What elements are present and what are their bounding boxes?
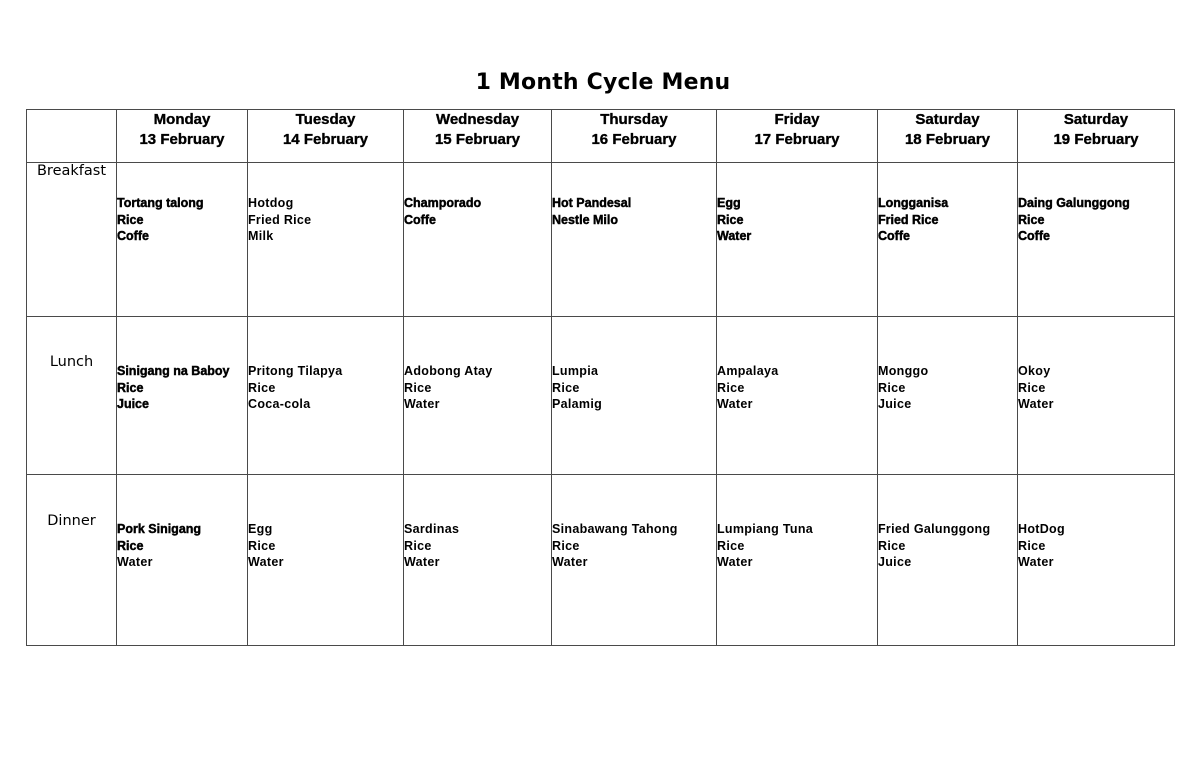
menu-item: Rice [117, 380, 144, 395]
menu-item: Water [1018, 397, 1054, 412]
menu-item: Pritong Tilapya [248, 364, 343, 378]
menu-item: Rice [248, 380, 276, 395]
column-header-tuesday [248, 110, 404, 163]
menu-cell [404, 163, 552, 317]
menu-cell [717, 317, 878, 475]
menu-table [26, 109, 1175, 646]
menu-item: Egg [248, 522, 273, 536]
column-header-saturday-18 [878, 110, 1018, 163]
menu-item: Water [717, 555, 753, 570]
menu-item: Adobong Atay [404, 364, 493, 378]
menu-cell [248, 163, 404, 317]
menu-cell [717, 475, 878, 646]
day-date: 16 February [591, 131, 677, 148]
menu-item: Egg [717, 196, 741, 210]
meal-label-dinner: Dinner [27, 475, 117, 646]
menu-item: Juice [117, 397, 149, 412]
menu-item: Water [552, 555, 588, 570]
menu-item: Water [717, 397, 753, 412]
menu-cell [404, 475, 552, 646]
menu-item: Juice [878, 397, 912, 412]
menu-item: Water [248, 555, 284, 570]
menu-item: Palamig [552, 397, 603, 412]
menu-item: Rice [1018, 380, 1046, 395]
menu-cell [1018, 163, 1175, 317]
menu-item: Juice [878, 555, 912, 570]
corner-cell [27, 110, 117, 163]
menu-item: Tortang talong [117, 196, 204, 210]
menu-item: Coffe [878, 229, 910, 244]
menu-cell [552, 163, 717, 317]
menu-cell [878, 475, 1018, 646]
menu-item: Rice [878, 538, 906, 553]
menu-cell [117, 475, 248, 646]
menu-item: Rice [717, 212, 744, 227]
menu-cell [878, 163, 1018, 317]
day-name: Wednesday [435, 111, 520, 128]
menu-item: Pork Sinigang [117, 522, 202, 536]
menu-item: Rice [1018, 212, 1045, 227]
header-row [27, 110, 1175, 163]
menu-item: Coffe [1018, 229, 1050, 244]
lunch-row [27, 317, 1175, 475]
menu-item: Nestle Milo [552, 212, 618, 227]
menu-item: Hot Pandesal [552, 196, 632, 210]
day-date: 14 February [282, 131, 369, 148]
menu-cell [404, 317, 552, 475]
meal-label-breakfast: Breakfast [27, 163, 117, 317]
menu-cell [117, 163, 248, 317]
menu-item: Rice [404, 380, 432, 395]
menu-item: Rice [552, 538, 580, 553]
menu-item: Fried Galunggong [878, 522, 991, 536]
day-name: Friday [774, 111, 820, 128]
dinner-row [27, 475, 1175, 646]
meal-label-lunch: Lunch [27, 317, 117, 475]
document-title: 1 Month Cycle Menu [475, 70, 731, 95]
day-date: 18 February [904, 131, 991, 148]
day-date: 13 February [139, 131, 225, 148]
menu-item: Rice [552, 380, 580, 395]
menu-item: Rice [404, 538, 432, 553]
menu-cell [248, 475, 404, 646]
menu-item: Sinabawang Tahong [552, 522, 678, 536]
column-header-monday [117, 110, 248, 163]
day-name: Saturday [915, 111, 980, 128]
menu-item: Daing Galunggong [1018, 196, 1130, 210]
menu-item: Coffe [404, 212, 436, 227]
menu-item: Rice [1018, 538, 1046, 553]
menu-item: Rice [248, 538, 276, 553]
menu-cell [878, 317, 1018, 475]
menu-item: Rice [717, 380, 745, 395]
menu-item: Coffe [117, 229, 149, 244]
menu-item: Lumpiang Tuna [717, 522, 814, 536]
menu-cell [552, 475, 717, 646]
column-header-thursday [552, 110, 717, 163]
day-name: Saturday [1063, 111, 1129, 128]
menu-item: Champorado [404, 196, 482, 210]
menu-item: Rice [878, 380, 906, 395]
day-date: 19 February [1053, 131, 1139, 148]
day-name: Tuesday [295, 111, 356, 128]
menu-cell [717, 163, 878, 317]
menu-item: Lumpia [552, 364, 599, 378]
menu-item: Monggo [878, 364, 929, 378]
menu-item: Water [717, 229, 752, 244]
menu-item: Water [404, 397, 440, 412]
menu-item: Water [117, 555, 153, 570]
column-header-friday [717, 110, 878, 163]
day-date: 15 February [434, 131, 521, 148]
menu-item: Water [404, 555, 440, 570]
menu-cell [552, 317, 717, 475]
menu-item: Milk [248, 229, 274, 244]
menu-cell [248, 317, 404, 475]
menu-item: Rice [117, 538, 144, 553]
menu-item: Rice [717, 538, 745, 553]
menu-item: HotDog [1018, 522, 1065, 536]
day-name: Thursday [600, 111, 668, 128]
day-date: 17 February [754, 131, 840, 148]
day-name: Monday [153, 111, 211, 128]
menu-item: Ampalaya [717, 364, 779, 378]
menu-item: Sardinas [404, 522, 460, 536]
menu-item: Coca-cola [248, 397, 311, 412]
menu-item: Okoy [1018, 364, 1051, 378]
menu-item: Hotdog [248, 196, 294, 210]
menu-item: Longganisa [878, 196, 949, 210]
menu-cell [1018, 317, 1175, 475]
menu-item: Fried Rice [248, 212, 312, 227]
menu-item: Sinigang na Baboy [117, 364, 230, 378]
menu-item: Rice [117, 212, 144, 227]
menu-item: Fried Rice [878, 212, 939, 227]
column-header-wednesday [404, 110, 552, 163]
breakfast-row [27, 163, 1175, 317]
menu-cell [1018, 475, 1175, 646]
column-header-saturday-19 [1018, 110, 1175, 163]
menu-item: Water [1018, 555, 1054, 570]
menu-cell [117, 317, 248, 475]
